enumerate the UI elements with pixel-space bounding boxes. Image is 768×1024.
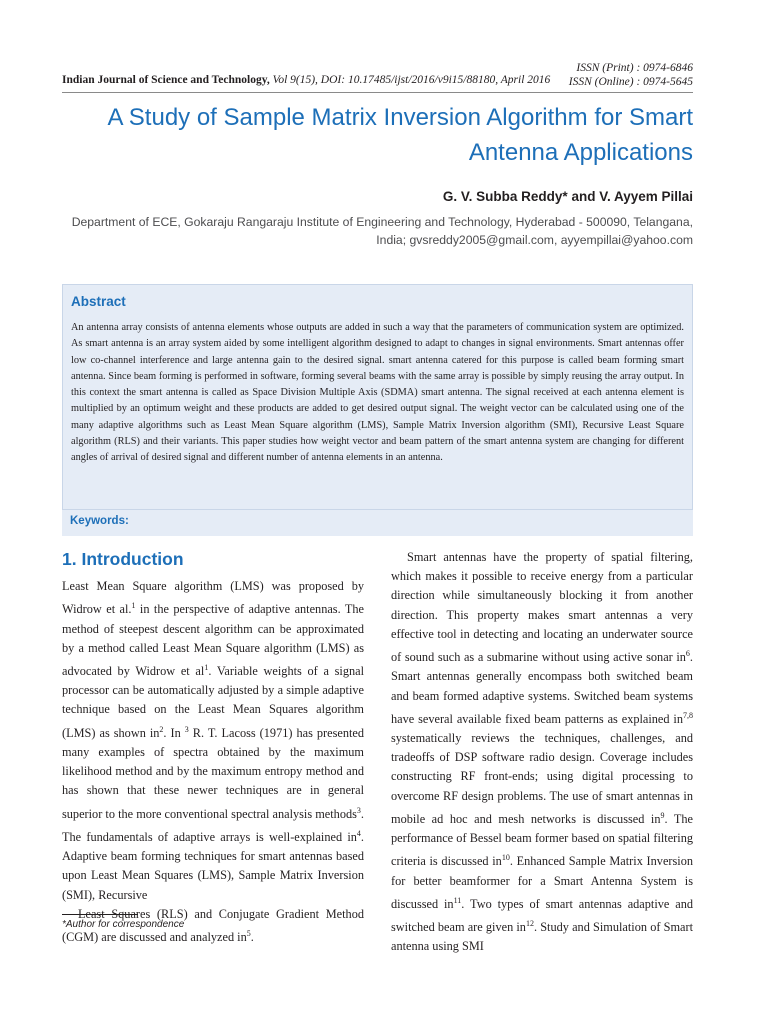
citation-marker: 10 [501,853,510,863]
citation-marker: 5 [246,928,251,938]
intro-paragraph-3: Smart antennas have the property of spatial filtering, which makes it possible to receive energy from a particular direction while simultaneously blocking it from another direction. This property makes smart antennas a very effective tool in detecting and locating an underwater source of sound such as a submarine without using active sonar $in^6$. Smart antennas generally encompass both switched beam and beam formed adaptive systems. Switched beam systems have several available fixed beam patterns as explained in$^{7,8}$ systematically reviews the techniques, challenges, and tradeoffs of DSP software radio design. Coverage includes constructing RF front-ends; using digital processing to overcome RF design problems. The use of smart antennas in mobile ad hoc and mesh networks is discussed $in^9$. The performance of Bessel beam former based on spatial filtering criteria is discussed $in^{10}$. Enhanced Sample Matrix Inversion for better beamformer for a Smart Antenna System is discussed $in^{11}$. Two types of smart antennas adaptive and switched beam are given $in^{12}$. Study and Simulation of Smart antenna using SMI [391,550,693,954]
paper-authors: G. V. Subba Reddy* and V. Ayyem Pillai [442,189,693,204]
citation-marker: 6 [685,649,690,659]
footnote-rule [62,914,138,915]
issn-print: ISSN (Print) : 0974-6846 [576,62,693,74]
journal-citation [62,74,550,86]
citation-marker: 4 [356,828,361,838]
abstract-box [62,284,693,510]
abstract-heading: Abstract [71,294,126,309]
issn-online: ISSN (Online) : 0974-5645 [568,76,693,88]
left-column [62,548,364,947]
citation-marker: 7,8 [683,710,693,720]
author-footnote: *Author for correspondence [62,919,185,930]
keywords-bar [62,510,693,536]
right-column [391,548,693,957]
citation-marker: 11 [453,895,462,905]
citation-marker: 1 [204,662,209,672]
citation-marker: 2 [159,724,164,734]
citation-marker: 9 [660,810,665,820]
paper-title: A Study of Sample Matrix Inversion Algorithm for Smart Antenna Applications [107,104,693,166]
citation-marker: 12 [525,919,534,929]
author-affiliation: Department of ECE, Gokaraju Rangaraju Institute of Engineering and Technology, Hyderabad - 500090, Telangana, India; gvsreddy2005@gmail.com, ayyempillai@yahoo.com [71,215,693,247]
header-rule [62,92,693,93]
citation-marker: 3 [356,805,361,815]
keywords-label: Keywords: [70,515,129,527]
citation-marker: 3 [184,724,189,734]
intro-paragraph-1: Least Mean Square algorithm (LMS) was proposed by Widrow et al.$^1$ in the perspective of adaptive antennas. The method of steepest descent algorithm can be approximated by a method called Least Mean Square algorithm (LMS) as advocated by Widrow et $al^1$. Variable weights of a signal processor can be automatically adjusted by a simple adaptive technique based on the Least Mean Squares algorithm (LMS) as shown $in^2$. In $^3$ R. T. Lacoss (1971) has presented many examples of spectra obtained by the maximum likelihood method and by the maximum entropy method and has shown that these newer techniques are in general superior to the more conventional spectral analysis methods$^3$. The fundamentals of adaptive arrays is well-explained $in^4$. Adaptive beam forming techniques for smart antennas based upon Least Mean Squares (LMS), Sample Matrix Inversion (SMI), Recursive [62,579,364,902]
citation-marker: 1 [131,601,136,611]
journal-volume-doi: Vol 9(15), DOI: 10.17485/ijst/2016/v9i15/88180, April 2016 [269,74,551,86]
section-heading-introduction: 1. Introduction [62,549,184,569]
intro-paragraph-2: Least Squares (RLS) and Conjugate Gradient Method (CGM) are discussed and analyzed $in^5$. [62,906,364,945]
journal-name: Indian Journal of Science and Technology, [62,74,270,86]
abstract-text: An antenna array consists of antenna elements whose outputs are added in such a way that the parameters of communication system are optimized. As smart antenna is an array system aided by some intelligent algorithm designed to adapt to changes in signal environments. Smart antennas offer low co-channel interference and large antenna gain to the desired signal. smart antenna catered for this purpose is called beam forming smart antenna. Since beam forming is performed in software, forming several beams with the same array is possible by simply reusing the array output. In this context the smart antenna is called as Space Division Multiple Axis (SDMA) smart antenna. The signal received at each antenna element is multiplied by an optimum weight and these products are added to get desired output signal. The weight vector can be calculated using one of the many adaptive algorithms such as Least Mean Square algorithm (LMS), Sample Matrix Inversion algorithm (SMI), Recursive Least Square algorithm (RLS) and their variants. This paper studies how weight vector and beam pattern of the smart antenna system are changing for different angles of arrival of desired signal and different number of antenna elements in an antenna. [71,322,684,464]
